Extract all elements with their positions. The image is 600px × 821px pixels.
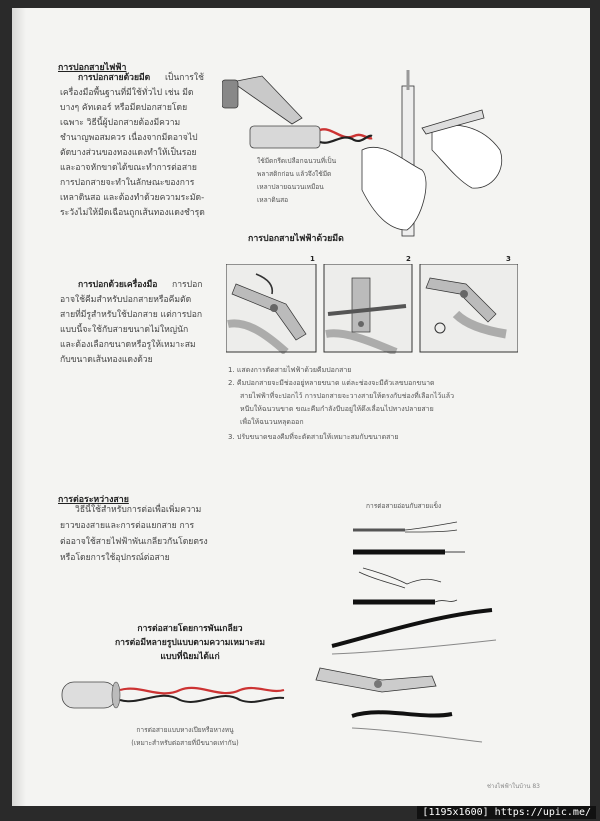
knife-caption-line: พลาสติกก่อน แล้วจึงใช้มีด: [257, 170, 332, 178]
crimp-tool-illustration: [312, 606, 502, 746]
knife-para-line: ชำนาญพอสมควร เนื่องจากมีดอาจไป: [60, 133, 198, 143]
step-text: 2. คีมปอกสายจะมีช่องอยู่หลายขนาด แต่ละช่องจะมีตัวเลขบอกขนาด: [228, 379, 435, 387]
twist-heading-line: การต่อมีหลายรูปแบบตามความเหมาะสม: [114, 638, 266, 648]
knife-para-line: เหลาดินสอ และต้องทำด้วยความระมัด-: [60, 193, 205, 203]
knife-para-line: และอาจหักขาดได้ขณะทำการต่อสาย: [60, 163, 197, 173]
tool-para-line: แบบนี้จะใช้กับสายขนาดไม่ใหญ่นัก: [60, 325, 189, 335]
tool-para-line: สายที่มีรูสำหรับใช้ปอกสาย แต่การปอก: [60, 310, 203, 320]
knife-para-line: บางๆ คัทเตอร์ หรือมีดปอกสายโดย: [60, 103, 188, 113]
step-number: 1: [310, 255, 315, 263]
solid-stranded-splice-illustration: [345, 518, 545, 613]
step-2-panel: [324, 264, 412, 352]
knife-caption-line: เหลาปลายฉนวนเหมือน: [257, 183, 324, 191]
tool-para-line: อาจใช้คีมสำหรับปอกสายหรือคีมตัด: [60, 295, 192, 305]
pigtail-splice-illustration: [60, 676, 290, 718]
stripping-tool-steps: [226, 264, 518, 354]
section-title-stripping: การปอกสายไฟฟ้า: [58, 63, 127, 73]
knife-figure-title: การปอกสายไฟฟ้าด้วยมีด: [248, 234, 344, 244]
step-1-panel: [226, 264, 316, 352]
knife-heading: การปอกสายด้วยมีด: [78, 73, 151, 83]
step-text: เพื่อให้ฉนวนหลุดออก: [240, 418, 304, 426]
step-text: 3. ปรับขนาดของคีมที่จะตัดสายให้เหมาะสมกับขนาดสาย: [228, 433, 399, 441]
knife-para-line: เฉพาะ วิธีนี้ผู้ปอกสายต้องมีความ: [60, 118, 181, 128]
knife-caption-line: ใช้มีดกรีดเปลือกฉนวนที่เป็น: [257, 157, 337, 165]
joining-para-line: วิธีนี้ใช้สำหรับการต่อเพื่อเพิ่มความ: [75, 505, 202, 515]
pigtail-caption-line: การต่อสายแบบหางเปียหรือหางหนู: [136, 726, 234, 734]
page-spine-shadow: [12, 8, 26, 806]
image-watermark: [1195x1600] https://upic.me/: [417, 806, 596, 819]
section-title-joining: การต่อระหว่างสาย: [58, 495, 129, 505]
step-text: สายไฟฟ้าที่จะปอกไว้ การปอกสายจะวางสายให้ตรงกับช่องที่เลือกไว้แล้ว: [240, 392, 455, 400]
joining-para-line: ยาวของสายและการต่อแยกสาย การ: [60, 521, 195, 531]
knife-para-line: เป็นการใช้: [165, 73, 204, 83]
knife-para-line: ระวังไม่ให้มีดเฉือนถูกเส้นทองแดงชำรุด: [60, 208, 205, 218]
pigtail-caption-line: (เหมาะสำหรับต่อสายที่มีขนาดเท่ากัน): [131, 739, 239, 747]
hand-illustration: [362, 70, 502, 236]
knife-illustration: [222, 76, 302, 124]
knife-para-line: เครื่องมือพื้นฐานที่มีใช้ทั่วไป เช่น มีด: [60, 88, 194, 98]
step-number: 2: [406, 255, 411, 263]
knife-para-line: การปอกสายจะทำในลักษณะของการ: [60, 178, 195, 188]
step-3-panel: [420, 264, 518, 352]
tool-heading: การปอกด้วยเครื่องมือ: [78, 280, 158, 290]
tool-para-line: กับขนาดเส้นทองแดงด้วย: [60, 355, 153, 365]
tool-para-line: การปอก: [172, 280, 203, 290]
joining-para-line: ต่ออาจใช้สายไฟฟ้าพันเกลียวกันโดยตรง: [60, 537, 208, 547]
knife-caption-line: เหลาดินสอ: [257, 196, 289, 204]
joining-para-line: หรือโดยการใช้อุปกรณ์ต่อสาย: [60, 553, 170, 563]
step-text: 1. แสดงการตัดสายไฟฟ้าด้วยคีมปอกสาย: [228, 366, 352, 374]
step-number: 3: [506, 255, 511, 263]
twist-heading-line: การต่อสายโดยการพันเกลียว: [137, 624, 243, 634]
knife-para-line: ตัดบางส่วนของทองแดงทำให้เป็นรอย: [60, 148, 197, 158]
page-number: ช่างไฟฟ้าในบ้าน 83: [486, 783, 540, 790]
twist-heading-line: แบบที่นิยมได้แก่: [160, 652, 220, 662]
step-text: หนีบให้ฉนวนขาด ขณะคีมกำลังบีบอยู่ให้ดึงเลื่อนไปทางปลายสาย: [240, 405, 434, 413]
wire-illustration: [250, 126, 372, 148]
tool-para-line: และต้องเลือกขนาดหรือรูให้เหมาะสม: [60, 340, 196, 350]
splice-caption: การต่อสายอ่อนกับสายแข็ง: [366, 502, 442, 510]
